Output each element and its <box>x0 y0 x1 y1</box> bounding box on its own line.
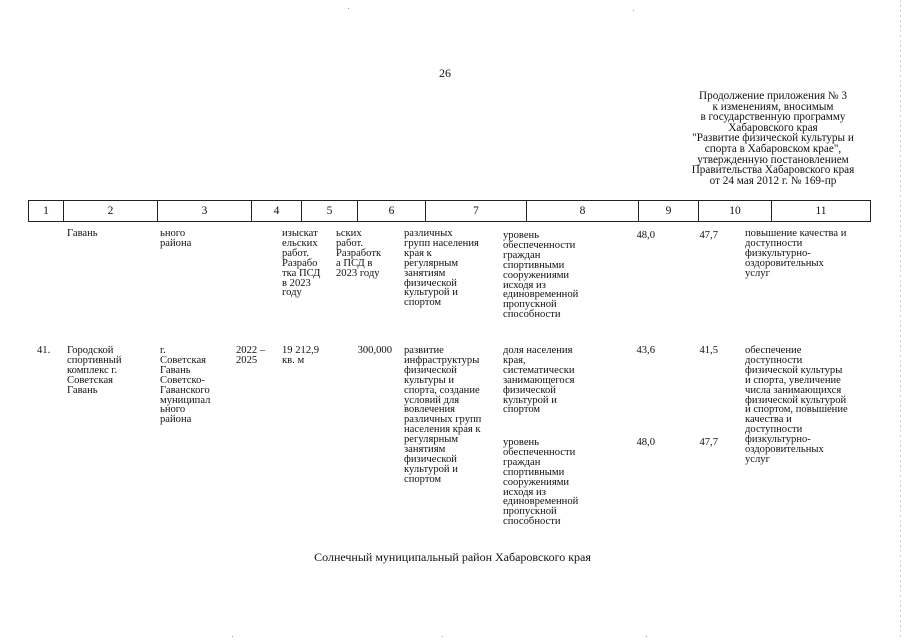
scan-speck <box>348 8 349 9</box>
period: 2022 – 2025 <box>236 345 266 366</box>
column-number: 2 <box>64 201 158 221</box>
cont-cost: ьских работ. Разработк а ПСД в 2023 году <box>336 228 382 279</box>
object-name: Городской спортивный комплекс г. Советская Гавань <box>67 345 122 396</box>
indicator-facilities-value: 48,0 <box>636 437 655 448</box>
goal: развитие инфраструктуры физической культуры и спорта, создание условий для вовлечения различных групп населения края к регулярным занятиям физической культурой и спортом <box>404 345 482 485</box>
appendix-header-note <box>660 91 886 186</box>
header-line: "Развитие физической культуры и <box>692 132 854 145</box>
column-number: 8 <box>527 201 639 221</box>
table-column-number-row <box>28 200 871 222</box>
location: г. Советская Гавань Советско- Гаванского муниципал ьного района <box>160 345 211 426</box>
column-number: 3 <box>158 201 252 221</box>
capacity: 19 212,9 кв. м <box>282 345 320 366</box>
scan-speck <box>232 636 233 637</box>
cont-indicator-target: 47,7 <box>699 230 718 241</box>
indicator-participation-value: 43,6 <box>636 345 655 356</box>
scan-edge <box>900 0 901 640</box>
header-line: Хабаровского края <box>728 121 818 134</box>
page-number: 26 <box>439 66 451 80</box>
header-line: утвержденную постановлением <box>697 153 849 166</box>
row-number: 41. <box>37 345 51 356</box>
column-number: 11 <box>815 205 827 217</box>
header-line: от 24 мая 2012 г. № 169-пр <box>709 174 837 187</box>
indicator-facilities: уровень обеспеченности граждан спортивными сооружениями исходя из единовременной пропускной способности <box>503 437 579 528</box>
indicator-facilities-target: 47,7 <box>699 437 718 448</box>
cont-goal: различных групп населения края к регулярным занятиям физической культурой и спортом <box>404 228 479 309</box>
cont-location: ьного района <box>160 228 192 249</box>
section-title: Солнечный муниципальный район Хабаровского края <box>314 550 591 564</box>
cost: 300,000 <box>357 345 392 356</box>
column-number: 9 <box>639 201 699 221</box>
cont-capacity: изыскат ельских работ. Разрабо тка ПСД в 2023 году <box>282 228 321 299</box>
header-line: Правительства Хабаровского края <box>691 164 855 177</box>
scan-speck <box>646 636 647 637</box>
header-line: к изменениям, вносимым <box>712 100 834 113</box>
expected-result: обеспечение доступности физической культуры и спорта, увеличение числа занимающихся физической культурой и спортом, повышение качества и доступности физкультурно- оздоровительных услуг <box>745 345 848 465</box>
column-number: 7 <box>426 201 527 221</box>
column-number: 5 <box>302 201 358 221</box>
scan-speck <box>442 636 443 637</box>
header-line: Продолжение приложения № 3 <box>699 90 847 102</box>
column-number: 1 <box>29 201 64 221</box>
cont-indicator: уровень обеспеченности граждан спортивными сооружениями исходя из единовременной пропускной способности <box>503 230 579 321</box>
cont-object-name: Гавань <box>67 228 98 239</box>
header-line: спорта в Хабаровском крае", <box>704 142 842 155</box>
cont-indicator-value: 48,0 <box>636 230 655 241</box>
indicator-participation: доля населения края, систематически занимающегося физической культурой и спортом <box>503 345 575 416</box>
column-number: 6 <box>358 201 426 221</box>
scan-speck <box>633 10 634 11</box>
column-number: 10 <box>699 201 772 221</box>
column-number: 4 <box>252 201 302 221</box>
header-line: в государственную программу <box>700 111 846 124</box>
indicator-participation-target: 41,5 <box>699 345 718 356</box>
cont-result: повышение качества и доступности физкультурно- оздоровительных услуг <box>745 228 847 279</box>
